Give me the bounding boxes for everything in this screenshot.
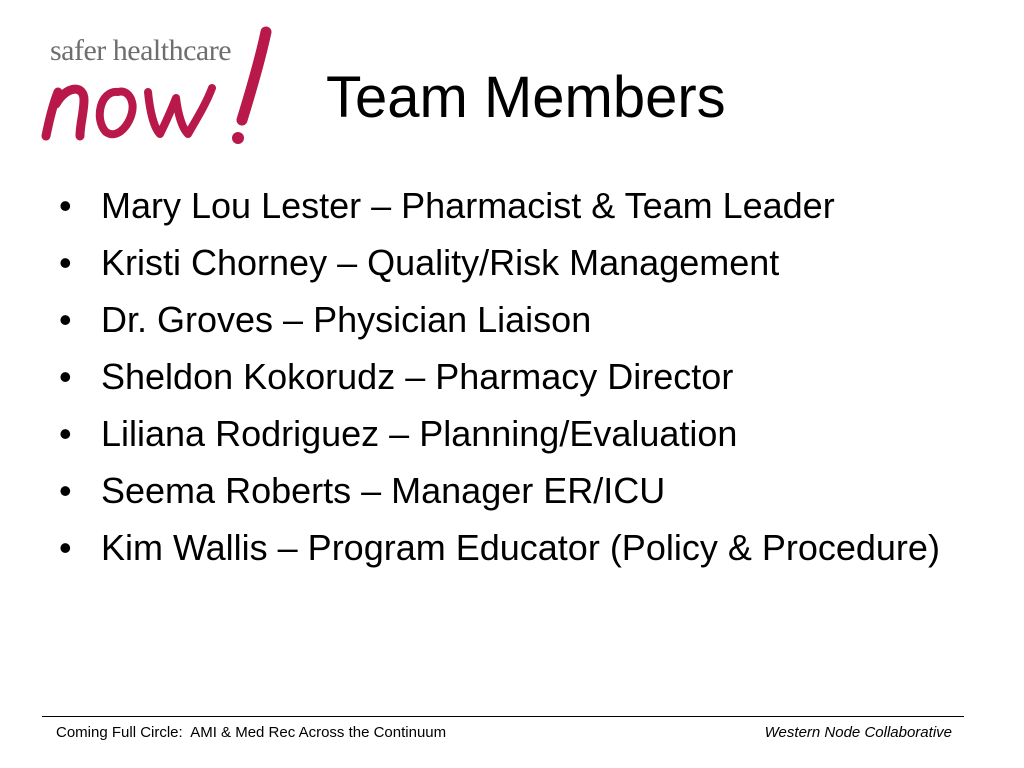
bullet-icon: • [59,413,72,454]
team-member-text: Kristi Chorney – Quality/Risk Management [101,242,780,283]
team-member-text: Sheldon Kokorudz – Pharmacy Director [101,356,734,397]
list-item [55,296,955,344]
bullet-icon: • [59,185,72,226]
team-member-list [55,182,955,581]
slide-title: Team Members [326,65,726,130]
footer-organization: Western Node Collaborative [764,724,952,741]
team-member-text: Mary Lou Lester – Pharmacist & Team Leader [101,185,835,226]
footer-divider [42,716,964,717]
logo-tagline: safer healthcare [50,34,232,67]
bullet-icon: • [59,470,72,511]
bullet-icon: • [59,527,72,568]
team-member-text: Liliana Rodriguez – Planning/Evaluation [101,413,738,454]
list-item [55,182,955,230]
footer-presentation-title: Coming Full Circle: AMI & Med Rec Across the Continuum [56,724,447,741]
safer-healthcare-now-logo [40,24,280,150]
bullet-icon: • [59,299,72,340]
list-item [55,467,955,515]
team-member-text: Kim Wallis – Program Educator (Policy & Procedure) [101,527,940,568]
logo-now-mark [40,24,280,150]
team-member-text: Dr. Groves – Physician Liaison [101,299,592,340]
list-item [55,353,955,401]
list-item [55,524,955,572]
bullet-icon: • [59,242,72,283]
team-member-text: Seema Roberts – Manager ER/ICU [101,470,666,511]
bullet-icon: • [59,356,72,397]
list-item [55,239,955,287]
list-item [55,410,955,458]
